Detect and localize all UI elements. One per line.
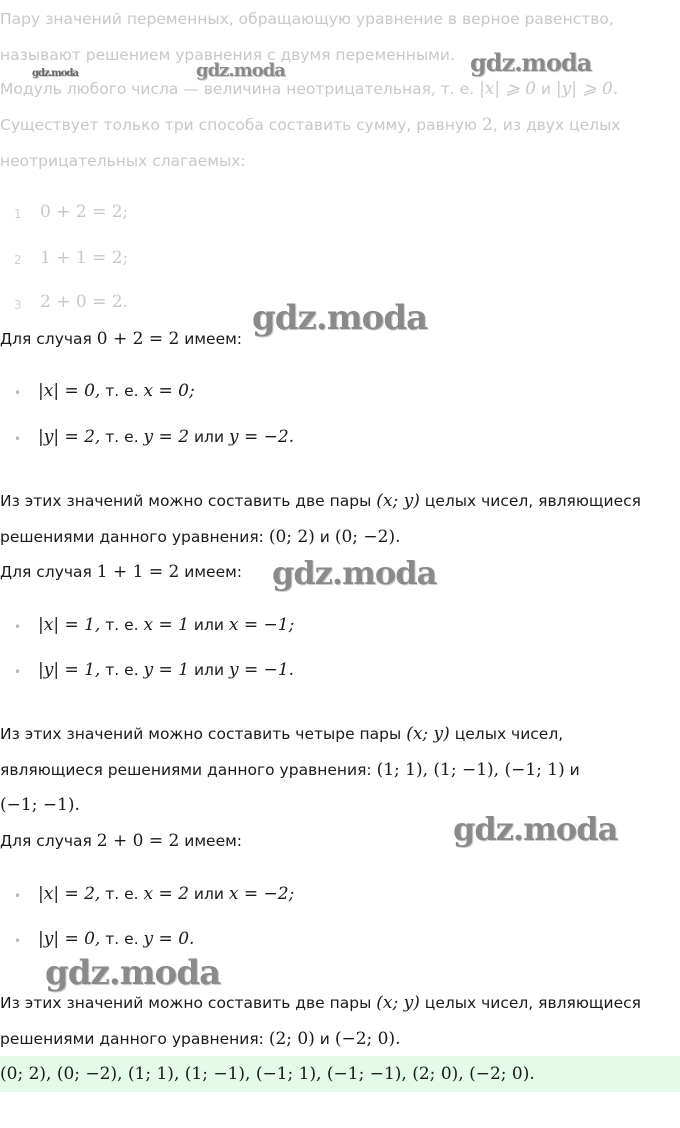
bullet-icon: • [14, 620, 22, 634]
watermark-logo: gdz.moda [470, 48, 592, 77]
case3-conclusion-2: решениями данного уравнения: (2; 0) и (−2; 0). [0, 1029, 401, 1049]
bullet-icon: • [14, 432, 22, 446]
case1-conclusion-1: Из этих значений можно составить две пары (x; y) целых чисел, являющиеся [0, 491, 641, 511]
case1-heading: Для случая 0 + 2 = 2 имеем: [0, 329, 243, 349]
ways-number: 3 [14, 298, 22, 312]
intro-line-1: Пару значений переменных, обращающую уравнение в верное равенство, [0, 10, 614, 28]
intro-line-4: Существует только три способа составить сумму, равную 2, из двух целых [0, 115, 621, 135]
case1-conclusion-2: решениями данного уравнения: (0; 2) и (0; −2). [0, 527, 401, 547]
watermark-logo: gdz.moda [272, 554, 437, 592]
case3-heading: Для случая 2 + 0 = 2 имеем: [0, 831, 243, 851]
case1-bullet-2: |y| = 2, т. е. y = 2 или y = −2. [38, 427, 295, 447]
bullet-icon: • [14, 934, 22, 948]
answer-box [0, 1056, 680, 1092]
intro-line-3: Модуль любого числа — величина неотрицательная, т. е. |x| ⩾ 0 и |y| ⩾ 0. [0, 79, 619, 99]
case2-conclusion-2: являющиеся решениями данного уравнения: (1; 1), (1; −1), (−1; 1) и [0, 760, 580, 780]
ways-item: 2 + 0 = 2. [40, 292, 128, 312]
answer-text: (0; 2), (0; −2), (1; 1), (1; −1), (−1; 1), (−1; −1), (2; 0), (−2; 0). [0, 1064, 535, 1084]
case3-bullet-1: |x| = 2, т. е. x = 2 или x = −2; [38, 884, 295, 904]
watermark-logo: gdz.moda [32, 68, 78, 79]
ways-number: 2 [14, 253, 22, 267]
ways-number: 1 [14, 207, 22, 221]
watermark-logo: gdz.moda [45, 953, 221, 993]
case2-heading: Для случая 1 + 1 = 2 имеем: [0, 562, 243, 582]
case3-conclusion-1: Из этих значений можно составить две пары (x; y) целых чисел, являющиеся [0, 993, 641, 1013]
ways-item: 1 + 1 = 2; [40, 248, 129, 268]
ways-item: 0 + 2 = 2; [40, 202, 129, 222]
case2-bullet-1: |x| = 1, т. е. x = 1 или x = −1; [38, 615, 295, 635]
bullet-icon: • [14, 386, 22, 400]
intro-line-2: называют решением уравнения с двумя переменными. [0, 46, 455, 64]
case2-conclusion-1: Из этих значений можно составить четыре пары (x; y) целых чисел, [0, 724, 564, 744]
watermark-logo: gdz.moda [453, 810, 618, 848]
watermark-logo: gdz.moda [196, 60, 285, 81]
case2-conclusion-3: (−1; −1). [0, 795, 80, 815]
case3-bullet-2: |y| = 0, т. е. y = 0. [38, 929, 195, 949]
case1-bullet-1: |x| = 0, т. е. x = 0; [38, 381, 195, 401]
watermark-logo: gdz.moda [252, 298, 428, 338]
intro-line-5: неотрицательных слагаемых: [0, 152, 246, 170]
bullet-icon: • [14, 665, 22, 679]
case2-bullet-2: |y| = 1, т. е. y = 1 или y = −1. [38, 660, 295, 680]
bullet-icon: • [14, 889, 22, 903]
